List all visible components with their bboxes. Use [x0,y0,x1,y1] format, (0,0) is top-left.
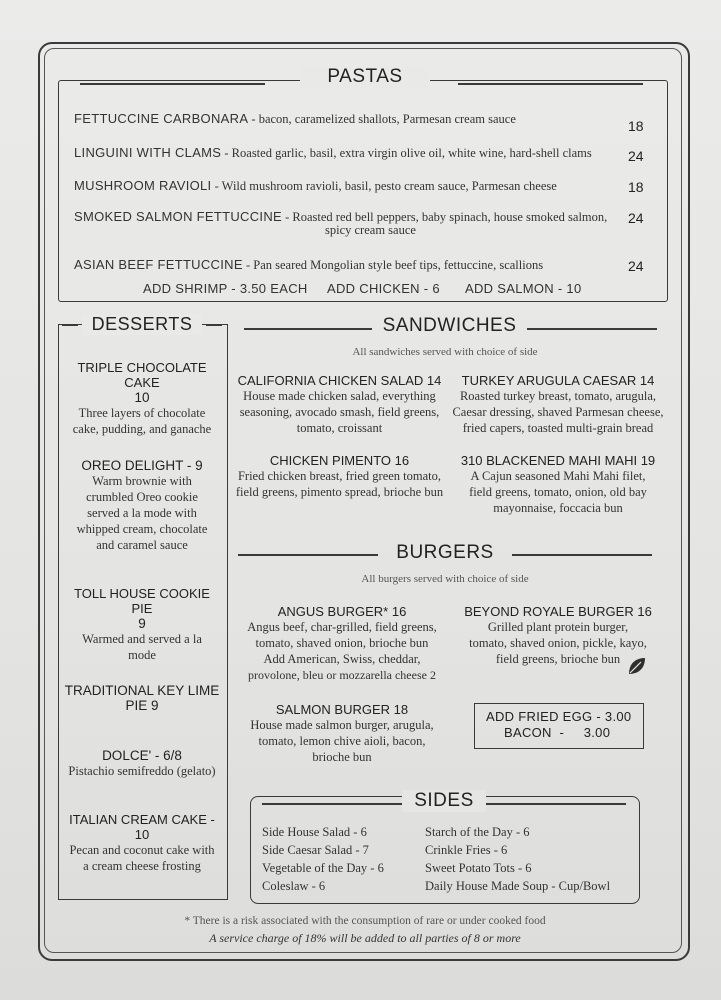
pasta-price: 18 [628,118,644,134]
side-item: Coleslaw - 6 [262,879,326,893]
sandwich-name: CALIFORNIA CHICKEN SALAD 14 [237,373,442,388]
burgers-rule-left [238,554,378,556]
pasta-name: FETTUCCINE CARBONARA [74,111,249,126]
burger-desc: brioche bun [312,750,372,764]
pasta-desc: - bacon, caramelized shallots, Parmesan cream sauce [248,112,516,126]
pasta-name: ASIAN BEEF FETTUCCINE [74,257,243,272]
dessert-item [62,360,222,437]
side-item: Side House Salad - 6 [262,825,367,839]
desserts-rule-right [206,324,222,326]
side-item: Sweet Potato Tots - 6 [425,861,532,875]
pasta-addon-chicken: ADD CHICKEN - 6 [327,281,440,296]
sandwich-item [232,453,447,500]
pasta-name: SMOKED SALMON FETTUCCINE [74,209,282,224]
sandwich-desc: field greens, pimento spread, brioche bun [235,485,444,499]
burger-name: ANGUS BURGER* 16 [277,604,407,619]
sandwich-item [232,373,447,436]
sandwich-name: TURKEY ARUGULA CAESAR 14 [461,373,655,388]
dessert-name: DOLCE' - 6/8 [102,748,182,763]
pasta-price: 24 [628,258,644,274]
dessert-desc: Pistachio semifreddo (gelato) [68,764,216,778]
dessert-desc: Pecan and coconut cake with [69,843,215,857]
pasta-desc: - Pan seared Mongolian style beef tips, fettuccine, scallions [242,258,544,272]
dessert-desc: Three layers of chocolate [78,406,206,420]
pasta-price: 24 [628,210,644,226]
sandwich-desc: Caesar dressing, shaved Parmesan cheese, [452,405,664,419]
sandwich-desc: Roasted turkey breast, tomato, arugula, [459,389,657,403]
sandwich-desc: field greens, tomato, onion, old bay [469,485,647,499]
pastas-rule-left [80,83,265,85]
burger-desc: provolone, bleu or mozzarella cheese 2 [248,668,436,682]
pasta-addon-salmon: ADD SALMON - 10 [465,281,582,296]
sides-right-list [425,823,635,895]
pastas-title: PASTAS [300,66,430,88]
pasta-name: MUSHROOM RAVIOLI [74,178,212,193]
pasta-desc: - Roasted red bell peppers, baby spinach, house smoked salmon, [282,210,608,224]
side-item: Daily House Made Soup - Cup/Bowl [425,879,611,893]
sandwich-name: CHICKEN PIMENTO 16 [269,453,410,468]
dessert-desc: Warm brownie with [92,474,192,488]
dessert-desc: served a la mode with [87,506,197,520]
sandwich-name: 310 BLACKENED MAHI MAHI 19 [460,453,656,468]
side-item: Starch of the Day - 6 [425,825,530,839]
burger-desc: Angus beef, char-grilled, field greens, [247,620,437,634]
dessert-desc: cake, pudding, and ganache [72,422,212,436]
dessert-desc: a cream cheese frosting [83,859,201,873]
sandwich-desc: House made chicken salad, everything [243,389,436,403]
dessert-item [62,683,222,713]
sandwich-desc: seasoning, avocado smash, field greens, [239,405,440,419]
burgers-title: BURGERS [396,542,494,563]
pasta-item [74,175,634,194]
sandwich-item [447,453,669,516]
pasta-item [74,142,634,161]
dessert-item [62,586,222,663]
addon-egg: ADD FRIED EGG - 3.00 [486,709,632,724]
sides-rule-right [486,803,626,805]
side-item: Vegetable of the Day - 6 [262,861,384,875]
burgers-subtitle: All burgers served with choice of side [361,573,529,585]
dessert-price: 9 [138,616,146,631]
dessert-desc: mode [128,648,156,662]
pasta-addon-shrimp: ADD SHRIMP - 3.50 EACH [143,281,308,296]
burger-item [232,604,452,683]
desserts-title: DESSERTS [82,314,202,335]
pastas-rule-right [458,83,643,85]
sandwiches-rule-right [527,328,657,330]
dessert-desc: Warmed and served a la [82,632,202,646]
dessert-name: TRIPLE CHOCOLATE CAKE [77,360,207,390]
dessert-name: TOLL HOUSE COOKIE PIE [74,586,210,616]
dessert-price: 10 [134,390,150,405]
pasta-item [74,108,634,127]
leaf-icon [626,655,648,677]
dessert-item [62,748,222,779]
pasta-desc: - Roasted garlic, basil, extra virgin olive oil, white wine, hard-shell clams [221,146,592,160]
burgers-rule-right [512,554,652,556]
burger-desc: House made salmon burger, arugula, [250,718,434,732]
burger-name: BEYOND ROYALE BURGER 16 [464,604,652,619]
sandwich-desc: tomato, croissant [296,421,383,435]
sandwich-desc: A Cajun seasoned Mahi Mahi filet, [470,469,646,483]
addon-bacon: BACON - 3.00 [504,725,611,740]
desserts-rule-left [62,324,78,326]
dessert-desc: whipped cream, chocolate [76,522,208,536]
dessert-desc: and caramel sauce [96,538,188,552]
sandwich-desc: mayonnaise, foccacia bun [493,501,623,515]
pasta-desc-cont: spicy cream sauce [325,223,416,237]
burger-name: SALMON BURGER 18 [275,702,409,717]
pasta-item [74,254,634,273]
side-item: Side Caesar Salad - 7 [262,843,369,857]
burger-desc: Add American, Swiss, cheddar, [263,652,421,666]
sides-rule-left [262,803,402,805]
sandwiches-subtitle: All sandwiches served with choice of side [352,346,538,358]
burger-desc: field greens, brioche bun [495,652,621,666]
burger-desc: tomato, lemon chive aioli, bacon, [258,734,426,748]
burger-desc: tomato, shaved onion, brioche bun [255,636,429,650]
footer-service-charge: A service charge of 18% will be added to all parties of 8 or more [209,931,521,945]
burger-item [232,702,452,765]
sandwich-desc: Fried chicken breast, fried green tomato, [237,469,442,483]
dessert-name: OREO DELIGHT - 9 [81,458,203,473]
dessert-name: ITALIAN CREAM CAKE - 10 [69,812,215,842]
burger-desc: tomato, shaved onion, pickle, kayo, [469,636,647,650]
footer-warning: * There is a risk associated with the consumption of rare or under cooked food [184,915,546,927]
dessert-item [62,812,222,874]
sandwich-item [447,373,669,436]
sandwich-desc: fried capers, toasted multi-grain bread [462,421,654,435]
pasta-price: 24 [628,148,644,164]
pasta-price: 18 [628,179,644,195]
dessert-item [62,458,222,553]
dessert-desc: crumbled Oreo cookie [86,490,198,504]
side-item: Crinkle Fries - 6 [425,843,508,857]
sides-left-list [262,823,422,895]
pasta-name: LINGUINI WITH CLAMS [74,145,222,160]
sandwiches-title: SANDWICHES [382,315,517,336]
dessert-name-cont: PIE 9 [125,698,159,713]
burger-desc: Grilled plant protein burger, [487,620,629,634]
dessert-name: TRADITIONAL KEY LIME [64,683,220,698]
sandwiches-rule-left [244,328,372,330]
pasta-desc: - Wild mushroom ravioli, basil, pesto cream sauce, Parmesan cheese [211,179,557,193]
sides-title: SIDES [402,790,486,812]
